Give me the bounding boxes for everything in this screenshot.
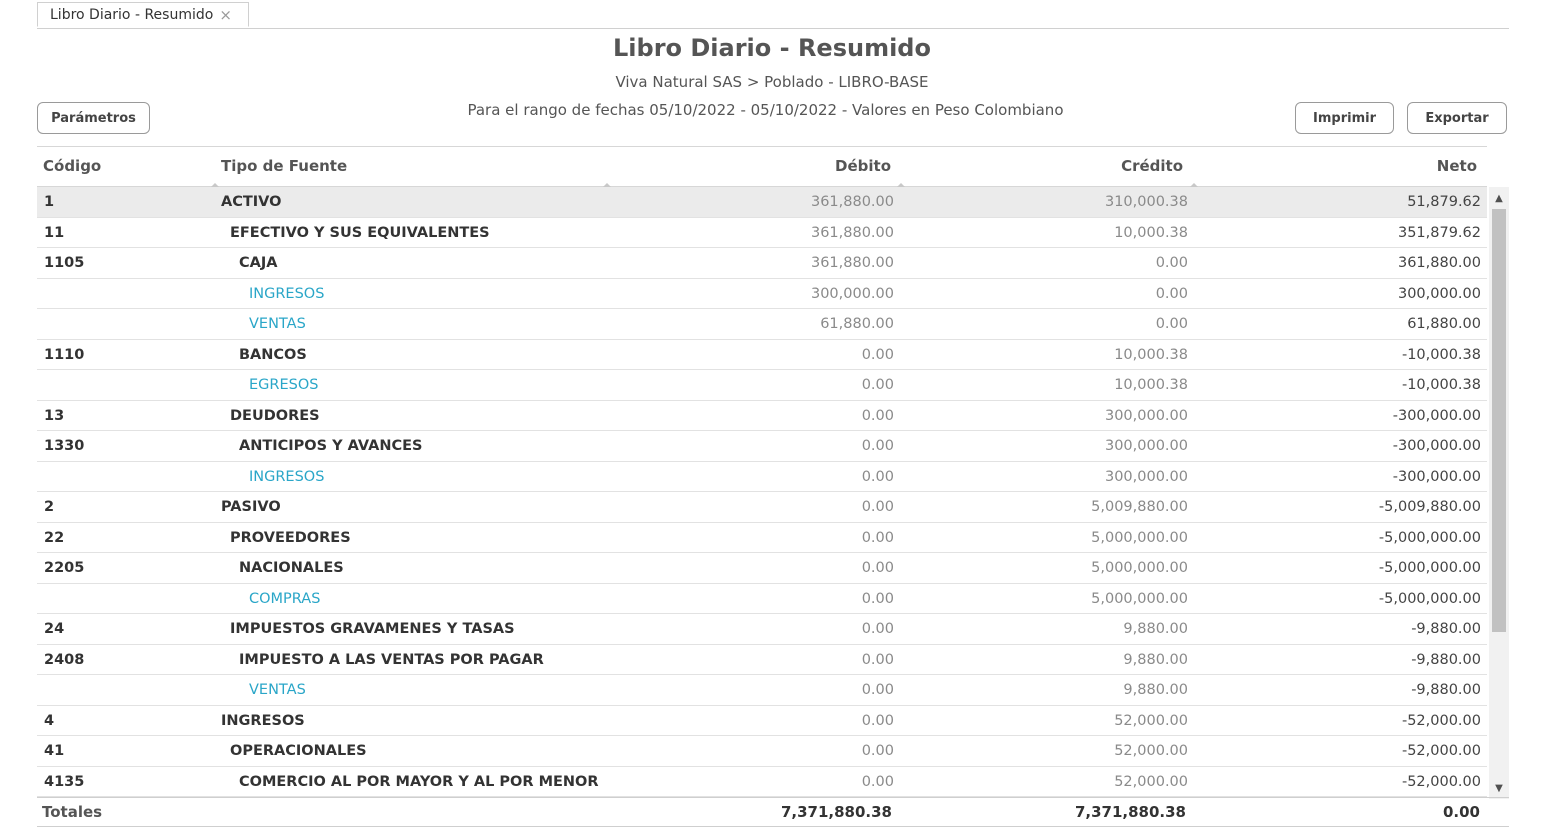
cell-credit: 310,000.38 xyxy=(1104,194,1188,210)
cell-net: -5,000,000.00 xyxy=(1378,529,1481,546)
cell-credit: 300,000.00 xyxy=(1104,468,1188,485)
cell-account-name: CAJA xyxy=(239,255,278,271)
cell-code: 1 xyxy=(44,194,55,210)
close-icon[interactable]: × xyxy=(219,5,232,24)
cell-account-name: COMERCIO AL POR MAYOR Y AL POR MENOR xyxy=(239,773,599,790)
cell-code: 4135 xyxy=(44,773,85,790)
cell-credit: 52,000.00 xyxy=(1114,712,1188,729)
cell-code: 41 xyxy=(44,743,65,759)
cell-net: 361,880.00 xyxy=(1397,255,1481,271)
cell-debit: 0.00 xyxy=(861,499,894,515)
table-row[interactable] xyxy=(37,584,1487,615)
table-row[interactable] xyxy=(37,492,1487,523)
tab-libro-diario[interactable] xyxy=(37,2,249,27)
table-row[interactable] xyxy=(37,706,1487,737)
cell-code: 22 xyxy=(44,529,65,546)
column-header-type[interactable]: Tipo de Fuente xyxy=(221,157,348,175)
cell-credit: 5,000,000.00 xyxy=(1091,560,1188,576)
cell-net: -300,000.00 xyxy=(1392,438,1481,454)
tab-strip xyxy=(37,2,1509,29)
vertical-scrollbar[interactable] xyxy=(1489,187,1509,799)
cell-code: 1330 xyxy=(44,438,85,454)
cell-net: -9,880.00 xyxy=(1411,651,1481,668)
cell-code: 11 xyxy=(44,224,65,241)
cell-credit: 9,880.00 xyxy=(1123,682,1188,698)
cell-source-link[interactable]: VENTAS xyxy=(249,682,306,698)
cell-net: -10,000.38 xyxy=(1401,346,1481,363)
cell-net: -9,880.00 xyxy=(1411,621,1481,637)
cell-credit: 10,000.38 xyxy=(1114,377,1188,393)
cell-debit: 361,880.00 xyxy=(810,194,894,210)
print-button[interactable]: Imprimir xyxy=(1295,102,1394,134)
table-row[interactable] xyxy=(37,431,1487,462)
table-row[interactable] xyxy=(37,248,1487,279)
table-row[interactable] xyxy=(37,736,1487,767)
cell-debit: 0.00 xyxy=(861,438,894,454)
cell-net: -300,000.00 xyxy=(1392,468,1481,485)
cell-source-link[interactable]: INGRESOS xyxy=(249,285,325,302)
cell-net: -5,000,000.00 xyxy=(1378,560,1481,576)
scroll-down-arrow-icon[interactable]: ▼ xyxy=(1495,782,1503,794)
tab-label: Libro Diario - Resumido xyxy=(50,6,214,23)
cell-account-name: IMPUESTO A LAS VENTAS POR PAGAR xyxy=(239,651,544,668)
cell-credit: 9,880.00 xyxy=(1123,621,1188,637)
cell-debit: 0.00 xyxy=(861,743,894,759)
cell-code: 2205 xyxy=(44,560,85,576)
cell-source-link[interactable]: INGRESOS xyxy=(249,468,325,485)
cell-net: -9,880.00 xyxy=(1411,682,1481,698)
cell-debit: 0.00 xyxy=(861,651,894,668)
report-date-range: Para el rango de fechas 05/10/2022 - 05/10/2022 - Valores en Peso Colombiano xyxy=(467,101,1064,119)
totals-label: Totales xyxy=(42,803,103,821)
totals-row xyxy=(37,797,1509,827)
cell-net: 51,879.62 xyxy=(1407,194,1481,210)
column-header-debit[interactable]: Débito xyxy=(835,157,891,175)
cell-debit: 0.00 xyxy=(861,621,894,637)
export-button[interactable]: Exportar xyxy=(1407,102,1507,134)
page-title: Libro Diario - Resumido xyxy=(613,34,931,62)
cell-debit: 0.00 xyxy=(861,346,894,363)
cell-credit: 10,000.38 xyxy=(1114,224,1188,241)
table-row[interactable] xyxy=(37,401,1487,432)
totals-credit: 7,371,880.38 xyxy=(1074,803,1186,821)
table-row[interactable] xyxy=(37,370,1487,401)
cell-code: 4 xyxy=(44,712,55,729)
cell-code: 2408 xyxy=(44,651,85,668)
table-row[interactable] xyxy=(37,187,1487,218)
cell-net: -10,000.38 xyxy=(1401,377,1481,393)
table-row[interactable] xyxy=(37,553,1487,584)
cell-credit: 52,000.00 xyxy=(1114,743,1188,759)
cell-credit: 0.00 xyxy=(1155,316,1188,332)
cell-account-name: INGRESOS xyxy=(221,712,305,729)
cell-net: -52,000.00 xyxy=(1401,773,1481,790)
cell-source-link[interactable]: VENTAS xyxy=(249,316,306,332)
cell-code: 24 xyxy=(44,621,65,637)
table-row[interactable] xyxy=(37,218,1487,249)
cell-account-name: EFECTIVO Y SUS EQUIVALENTES xyxy=(230,224,490,241)
cell-credit: 5,000,000.00 xyxy=(1091,590,1188,607)
cell-account-name: PASIVO xyxy=(221,499,281,515)
cell-code: 2 xyxy=(44,499,55,515)
cell-account-name: ANTICIPOS Y AVANCES xyxy=(239,438,423,454)
table-row[interactable] xyxy=(37,614,1487,645)
cell-credit: 9,880.00 xyxy=(1123,651,1188,668)
cell-account-name: DEUDORES xyxy=(230,407,320,424)
journal-grid xyxy=(37,146,1509,799)
report-subtitle: Viva Natural SAS > Poblado - LIBRO-BASE xyxy=(615,73,929,91)
cell-credit: 52,000.00 xyxy=(1114,773,1188,790)
table-row[interactable] xyxy=(37,279,1487,310)
cell-debit: 300,000.00 xyxy=(810,285,894,302)
cell-credit: 0.00 xyxy=(1155,285,1188,302)
cell-net: 351,879.62 xyxy=(1397,224,1481,241)
column-header-code[interactable]: Código xyxy=(43,157,102,175)
grid-rows xyxy=(37,187,1487,797)
cell-net: 61,880.00 xyxy=(1407,316,1481,332)
cell-debit: 361,880.00 xyxy=(810,224,894,241)
grid-body xyxy=(37,187,1509,799)
column-header-credit[interactable]: Crédito xyxy=(1121,157,1183,175)
cell-net: -52,000.00 xyxy=(1401,712,1481,729)
cell-account-name: BANCOS xyxy=(239,346,307,363)
cell-debit: 0.00 xyxy=(861,407,894,424)
cell-net: -5,000,000.00 xyxy=(1378,590,1481,607)
cell-net: 300,000.00 xyxy=(1397,285,1481,302)
cell-account-name: OPERACIONALES xyxy=(230,743,367,759)
cell-code: 13 xyxy=(44,407,65,424)
cell-debit: 0.00 xyxy=(861,773,894,790)
table-row[interactable] xyxy=(37,340,1487,371)
cell-debit: 0.00 xyxy=(861,468,894,485)
column-header-net[interactable]: Neto xyxy=(1436,157,1477,175)
table-row[interactable] xyxy=(37,767,1487,798)
scrollbar-thumb[interactable] xyxy=(1492,209,1506,632)
cell-credit: 5,000,000.00 xyxy=(1091,529,1188,546)
cell-net: -5,009,880.00 xyxy=(1378,499,1481,515)
table-row[interactable] xyxy=(37,462,1487,493)
cell-credit: 300,000.00 xyxy=(1104,407,1188,424)
parameters-button[interactable]: Parámetros xyxy=(37,102,150,134)
cell-code: 1105 xyxy=(44,255,85,271)
cell-net: -300,000.00 xyxy=(1392,407,1481,424)
table-row[interactable] xyxy=(37,645,1487,676)
grid-header xyxy=(37,146,1487,187)
cell-debit: 0.00 xyxy=(861,682,894,698)
cell-account-name: ACTIVO xyxy=(221,194,282,210)
table-row[interactable] xyxy=(37,309,1487,340)
cell-debit: 0.00 xyxy=(861,590,894,607)
cell-debit: 0.00 xyxy=(861,712,894,729)
cell-credit: 5,009,880.00 xyxy=(1091,499,1188,515)
cell-debit: 361,880.00 xyxy=(810,255,894,271)
cell-debit: 0.00 xyxy=(861,560,894,576)
cell-code: 1110 xyxy=(44,346,85,363)
table-row[interactable] xyxy=(37,523,1487,554)
cell-credit: 0.00 xyxy=(1155,255,1188,271)
scroll-up-arrow-icon[interactable]: ▲ xyxy=(1495,192,1503,204)
cell-debit: 61,880.00 xyxy=(820,316,894,332)
cell-account-name: NACIONALES xyxy=(239,560,344,576)
cell-source-link[interactable]: COMPRAS xyxy=(249,590,321,607)
cell-net: -52,000.00 xyxy=(1401,743,1481,759)
cell-account-name: IMPUESTOS GRAVAMENES Y TASAS xyxy=(230,621,515,637)
cell-debit: 0.00 xyxy=(861,529,894,546)
cell-debit: 0.00 xyxy=(861,377,894,393)
totals-net: 0.00 xyxy=(1442,803,1480,821)
cell-credit: 300,000.00 xyxy=(1104,438,1188,454)
totals-debit: 7,371,880.38 xyxy=(780,803,892,821)
cell-credit: 10,000.38 xyxy=(1114,346,1188,363)
table-row[interactable] xyxy=(37,675,1487,706)
cell-account-name: PROVEEDORES xyxy=(230,529,351,546)
cell-source-link[interactable]: EGRESOS xyxy=(249,377,319,393)
